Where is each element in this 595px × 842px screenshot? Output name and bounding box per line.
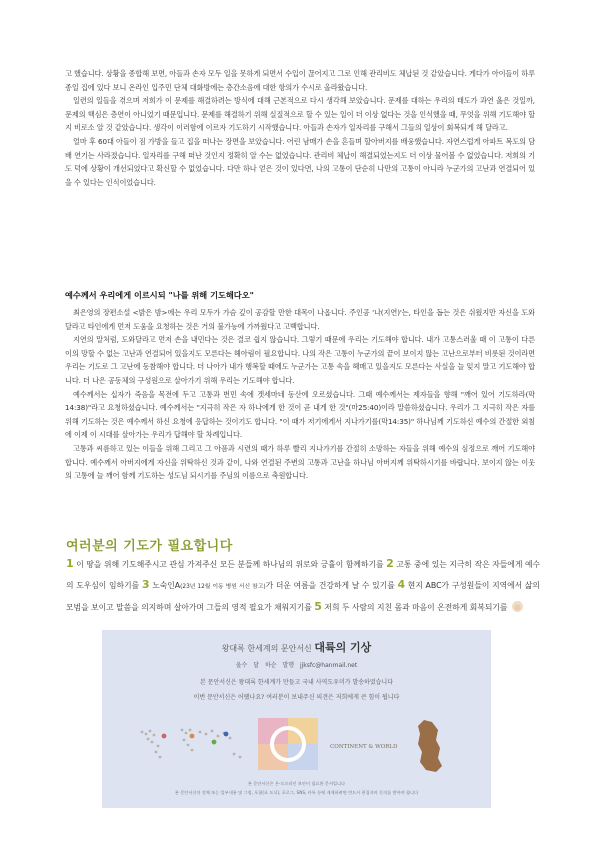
footer-illustration [130,712,460,776]
footer-small-print: 본 문안서신의 전체 또는 일부내용 및 그림, 포함(포 도식), 포로그, SNS, 카톡 등에 게재하려면 반드시 편집자의 동의를 받아야 합니다 [174,790,419,795]
intro-paragraph: 고 했습니다. 상황을 종합해 보면, 아들과 손자 모두 일을 못하게 되면서 수입이 끊어지고 그로 인해 관리비도 체납된 것 같았습니다. 게다가 아이들이 하루 종일 집에 있다 보니 온라인 입주민 단체 대화방에는 층간소음에 대한 항의가 수시로 올라왔습니다. [65,69,535,92]
lotus-icon [512,601,523,612]
intro-paragraph: 얼마 후 60대 아들이 짐 가방을 들고 집을 떠나는 장면을 보았습니다. 어린 남매가 손을 흔들며 할아버지를 배웅했습니다. 자연스럽게 아파트 복도의 담배 연기는 사라졌습니다. 일자리를 구해 떠난 것인지 정확히 알 수는 없었습니다. 관리비 체납이 해결되었는지도 더 이상 물어볼 수 없었습니다. 저희의 기도 덕에 상황이 개선되었다고 확신할 수 없었습니다. 다만 하나 얻은 것이 있다면, 나의 고통이 단순히 나만의 고통이 아니라 누군가의 고난과 연결되어 있을 수 있다는 인식이었습니다. [65,136,535,187]
footer-org-prefix: 왕대록 한세계의 문안서신 [221,644,312,653]
prayer-item: 이 땅을 위해 기도해주시고 관심 가져주신 모든 분들께 하나님의 위로와 긍휼이 함께하기를 [76,560,384,569]
section-paragraph: 지연의 말처럼, 도와달라고 먼저 손을 내민다는 것은 결코 쉽지 않습니다. 그렇기 때문에 우리는 기도해야 합니다. 내가 고통스러울 때 이 고통이 다른 이의 망할 수 없는 고난과 연결되어 있을지도 모른다는 헤아림이 필요합니다. 나의 작은 고통이 누군가의 끝이 보이지 않는 고난으로부터 비롯된 것이라면 우리는 기도로 그 고난에 동참해야 합니다. 더 나아가 내가 행복할 때에도 누군가는 고통 속을 헤매고 있을지도 모른다는 사실을 늘 잊지 말고 기도해야 합니다. 더 나은 공동체의 구성원으로 살아가기 위해 우리는 기도해야 합니다. [65,335,535,385]
section-body [65,306,535,483]
prayer-item-note: (23년 12월 이동 병원 서신 참고) [180,583,266,590]
prayer-list [66,554,540,618]
footer-org-name: 대륙의 기상 [314,641,372,654]
footer-note: 이번 문안서신은 어땠나요? 여러분이 보내주신 의견은 저희에게 큰 힘이 됩니다 [193,694,400,701]
deco-caption: CONTINENT & WORLD [330,744,398,750]
section-paragraph: 고통과 씨름하고 있는 이들을 위해 그리고 그 아픔과 시련의 때가 하루 빨리 지나가기를 간절히 소망하는 자들을 위해 예수의 심정으로 깨어 기도해야 합니다. 예수께서 아버지에게 자신을 위탁하신 것과 같이, 나와 연결된 주변의 고통과 고난을 하나님 아버지께 위탁하시기를 바랍니다. 보이지 않는 이웃의 고통에 늘 깨어 함께 기도하는 성도님 되시기를 주님의 이름으로 축원합니다. [65,443,535,481]
prayer-number: 2 [386,557,394,570]
section-paragraph: 최은영의 장편소설 <밝은 밤>에는 우리 모두가 가슴 깊이 공감할 만한 대목이 나옵니다. 주인공 '나(지연)'는, 타인을 돕는 것은 쉬웠지만 자신을 도와달라고 타인에게 먼저 도움을 요청하는 것은 거의 불가능에 가까웠다고 고백합니다. [65,308,535,331]
footer-meta: 올수 달 하순 발행 jjksfc@hanmail.net [235,662,358,669]
logo-mark [258,718,318,770]
footer-box [102,630,491,808]
prayer-number: 3 [141,577,150,591]
section-paragraph: 예수께서는 십자가 죽음을 목전에 두고 고통과 번민 속에 겟세마네 동산에 오르셨습니다. 그때 예수께서는 제자들을 향해 "깨어 있어 기도하라(막14:38)"라고 요청하셨습니다. 예수께서는 "지극히 작은 자 하나에게 한 것이 곧 내게 한 것"(마25:40)이라 말씀하셨습니다. 우리가 그 지극히 작은 자를 위해 기도하는 것은 예수께서 하신 요청에 응답하는 것이기도 합니다. "이 때가 저기에게서 지나가기를(막14:35)" 하나님께 기도하신 예수의 간절한 외침에 이제 이 시대를 살아가는 우리가 답해야 할 차례입니다. [65,389,535,440]
prayer-number: 5 [314,600,322,614]
prayer-item: 가 더운 여름을 건강하게 날 수 있기를 [265,580,395,590]
footer-note: 본 문안서신은 왕대록 한세계가 만들고 국내 사역도우미가 발송하였습니다 [199,679,394,686]
section-heading: 예수께서 우리에게 이르시되 "나를 위해 기도해다오" [65,290,254,300]
prayer-number: 4 [397,577,406,591]
prayer-title: 여러분의 기도가 필요합니다 [66,539,233,554]
prayer-number: 1 [66,557,74,570]
korea-map-icon [418,720,442,772]
prayer-item: 현지 ABC가 구성원들이 지역에서 삶의 모범을 보이고 말씀을 의지하며 살아가며 그들의 영적 필요가 채워지기를 [66,580,540,613]
intro-paragraph: 일련의 일들을 겪으며 저희가 이 문제를 해결하려는 방식에 대해 근본적으로 다시 생각해 보았습니다. 문제를 대하는 우리의 태도가 과연 옳은 것일까, 문제의 핵심은 층연이 아니었기 때문입니다. 문제를 해결하기 위해 실질적으로 할 수 있는 일이 더 이상 없다는 것을 인식했을 때, 무엇을 위해 기도해야 할지 비로소 알 것 같았습니다. 생각이 이러함에 이르자 기도하기 시작했습니다. 아들과 손자가 일자리를 구해서 그들의 일상이 회복되게 해 달라고. [65,96,535,133]
footer-small-print: 본 문안서신은 온-오프라인 보안이 필요한 문서입니다 [247,781,346,786]
prayer-item: 고통 중에 있는 지극히 작은 자들에게 예수의 도우심이 임하기를 [66,560,541,590]
footer-org [102,639,491,655]
prayer-item: 노숙인A [152,580,181,590]
prayer-item: 저희 두 사람의 지친 몸과 마음이 온전하게 회복되기를 [324,603,508,613]
intro-text [65,67,535,189]
